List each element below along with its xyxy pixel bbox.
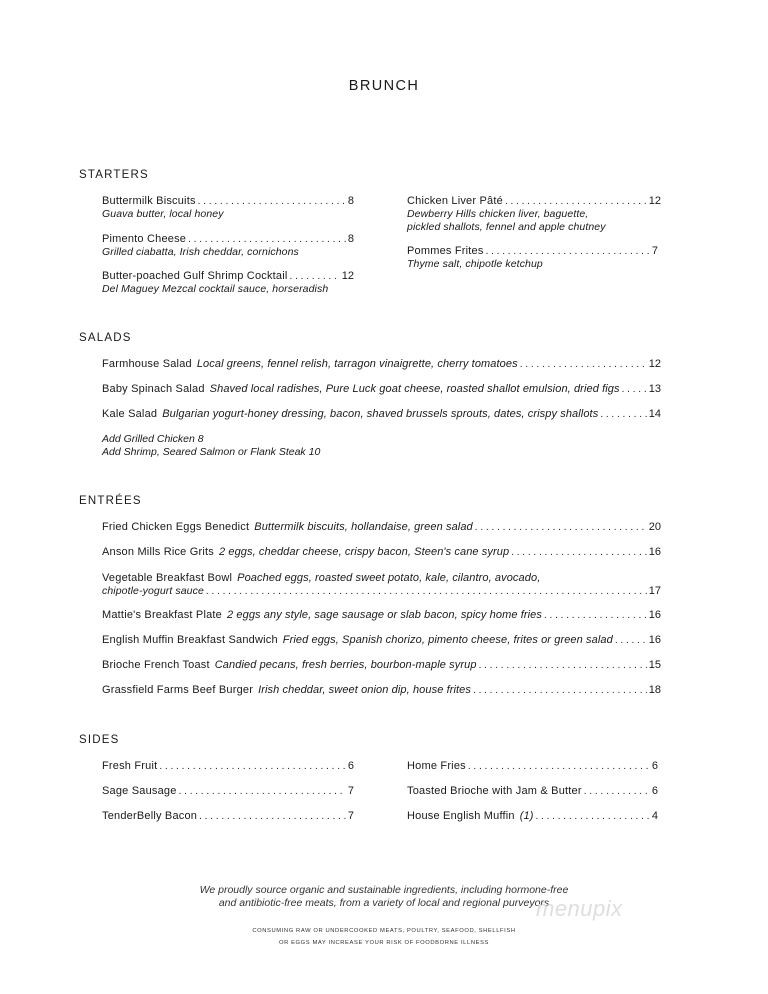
sourcing-note: We proudly source organic and sustainable ingredients, including hormone-free	[199, 884, 569, 896]
item-name: Mattie's Breakfast Plate	[102, 609, 223, 621]
salad-addon: Add Shrimp, Seared Salmon or Flank Steak 10	[102, 446, 321, 458]
item-price: 14	[648, 408, 661, 420]
item-name: House English Muffin	[407, 810, 515, 822]
item-price: 7	[651, 245, 658, 257]
item-name: Farmhouse Salad	[102, 358, 192, 370]
section-title-starters: STARTERS	[79, 169, 149, 181]
item-name: Brioche French Toast	[102, 659, 210, 671]
item-description: Bulgarian yogurt-honey dressing, bacon, shaved brussels sprouts, dates, crispy shallots	[162, 408, 599, 420]
item-price: 16	[648, 634, 661, 646]
item-description: 2 eggs any style, sage sausage or slab bacon, spicy home fries	[227, 609, 542, 621]
item-description: Shaved local radishes, Pure Luck goat cheese, roasted shallot emulsion, dried figs	[209, 383, 620, 395]
item-description: Poached eggs, roasted sweet potato, kale, cilantro, avocado,	[237, 572, 541, 584]
section-title-entrees: ENTRÉES	[79, 495, 142, 507]
menu-item	[102, 572, 661, 598]
item-description: Thyme salt, chipotle ketchup	[407, 258, 543, 270]
page-title: BRUNCH	[348, 78, 420, 94]
item-name: Pimento Cheese	[102, 233, 187, 245]
item-description: Fried eggs, Spanish chorizo, pimento cheese, frites or green salad	[282, 634, 613, 646]
item-price: 4	[651, 810, 658, 822]
item-name: Grassfield Farms Beef Burger	[102, 684, 254, 696]
item-price: 16	[648, 546, 661, 558]
item-name: TenderBelly Bacon	[102, 810, 198, 822]
menu-item	[102, 634, 661, 647]
item-name: Sage Sausage	[102, 785, 177, 797]
menu-item	[102, 785, 354, 798]
item-description: 2 eggs, cheddar cheese, crispy bacon, Steen's cane syrup	[218, 546, 510, 558]
item-price: 6	[651, 760, 658, 772]
item-price: 20	[648, 521, 661, 533]
item-name: Chicken Liver Pâté	[407, 195, 503, 207]
section-title-sides: SIDES	[79, 734, 120, 746]
menu-item	[102, 383, 661, 396]
item-description: Local greens, fennel relish, tarragon vinaigrette, cherry tomatoes	[196, 358, 518, 370]
item-name: Vegetable Breakfast Bowl	[102, 572, 233, 584]
item-description: Buttermilk biscuits, hollandaise, green salad	[254, 521, 473, 533]
health-warning: OR EGGS MAY INCREASE YOUR RISK OF FOODBORNE ILLNESS	[278, 940, 490, 946]
item-name: Butter-poached Gulf Shrimp Cocktail	[102, 270, 288, 282]
item-description: pickled shallots, fennel and apple chutney	[407, 221, 606, 233]
item-price: 16	[648, 609, 661, 621]
item-name: Toasted Brioche with Jam & Butter	[407, 785, 582, 797]
section-title-salads: SALADS	[79, 332, 132, 344]
menu-item	[407, 195, 661, 234]
item-name: Buttermilk Biscuits	[102, 195, 196, 207]
item-price: 8	[347, 195, 354, 207]
menu-item	[407, 760, 658, 773]
menu-item	[407, 810, 658, 823]
item-name: Anson Mills Rice Grits	[102, 546, 214, 558]
item-price: 18	[648, 684, 661, 696]
item-description: chipotle-yogurt sauce	[102, 585, 204, 597]
item-name: Kale Salad	[102, 408, 158, 420]
item-price: 12	[648, 195, 661, 207]
menu-item	[102, 358, 661, 371]
sourcing-note: and antibiotic-free meats, from a variety of local and regional purveyors	[218, 897, 550, 909]
item-description: Grilled ciabatta, Irish cheddar, cornichons	[102, 246, 299, 258]
item-price: 12	[341, 270, 354, 282]
item-description: Irish cheddar, sweet onion dip, house frites	[258, 684, 472, 696]
menu-item	[102, 270, 354, 296]
item-price: 12	[648, 358, 661, 370]
menu-item	[102, 521, 661, 534]
item-price: 6	[347, 760, 354, 772]
menu-item	[102, 684, 661, 697]
item-description: Guava butter, local honey	[102, 208, 224, 220]
item-price: 13	[648, 383, 661, 395]
item-price: 7	[347, 810, 354, 822]
item-note: (1)	[519, 810, 534, 822]
item-price: 7	[347, 785, 354, 797]
menu-item	[102, 810, 354, 823]
menu-item	[102, 408, 661, 421]
item-name: Fresh Fruit	[102, 760, 158, 772]
menu-item	[102, 546, 661, 559]
item-price: 6	[651, 785, 658, 797]
item-price: 8	[347, 233, 354, 245]
item-description: Del Maguey Mezcal cocktail sauce, horseradish	[102, 283, 329, 295]
menu-item	[407, 785, 658, 798]
item-name: Baby Spinach Salad	[102, 383, 205, 395]
health-warning: CONSUMING RAW OR UNDERCOOKED MEATS, POULTRY, SEAFOOD, SHELLFISH	[252, 928, 516, 934]
item-description: Candied pecans, fresh berries, bourbon-maple syrup	[214, 659, 477, 671]
menu-item	[102, 609, 661, 622]
menu-item	[102, 659, 661, 672]
item-price: 17	[648, 585, 661, 597]
watermark-logo: menupix	[536, 896, 623, 921]
menu-item	[102, 233, 354, 259]
menu-item	[102, 195, 354, 221]
item-description: Dewberry Hills chicken liver, baguette,	[407, 208, 589, 220]
menu-item	[407, 245, 658, 271]
item-name: Pommes Frites	[407, 245, 484, 257]
item-name: Fried Chicken Eggs Benedict	[102, 521, 250, 533]
item-price: 15	[648, 659, 661, 671]
item-name: English Muffin Breakfast Sandwich	[102, 634, 278, 646]
salad-addon: Add Grilled Chicken 8	[102, 433, 204, 445]
item-name: Home Fries	[407, 760, 466, 772]
menu-item	[102, 760, 354, 773]
